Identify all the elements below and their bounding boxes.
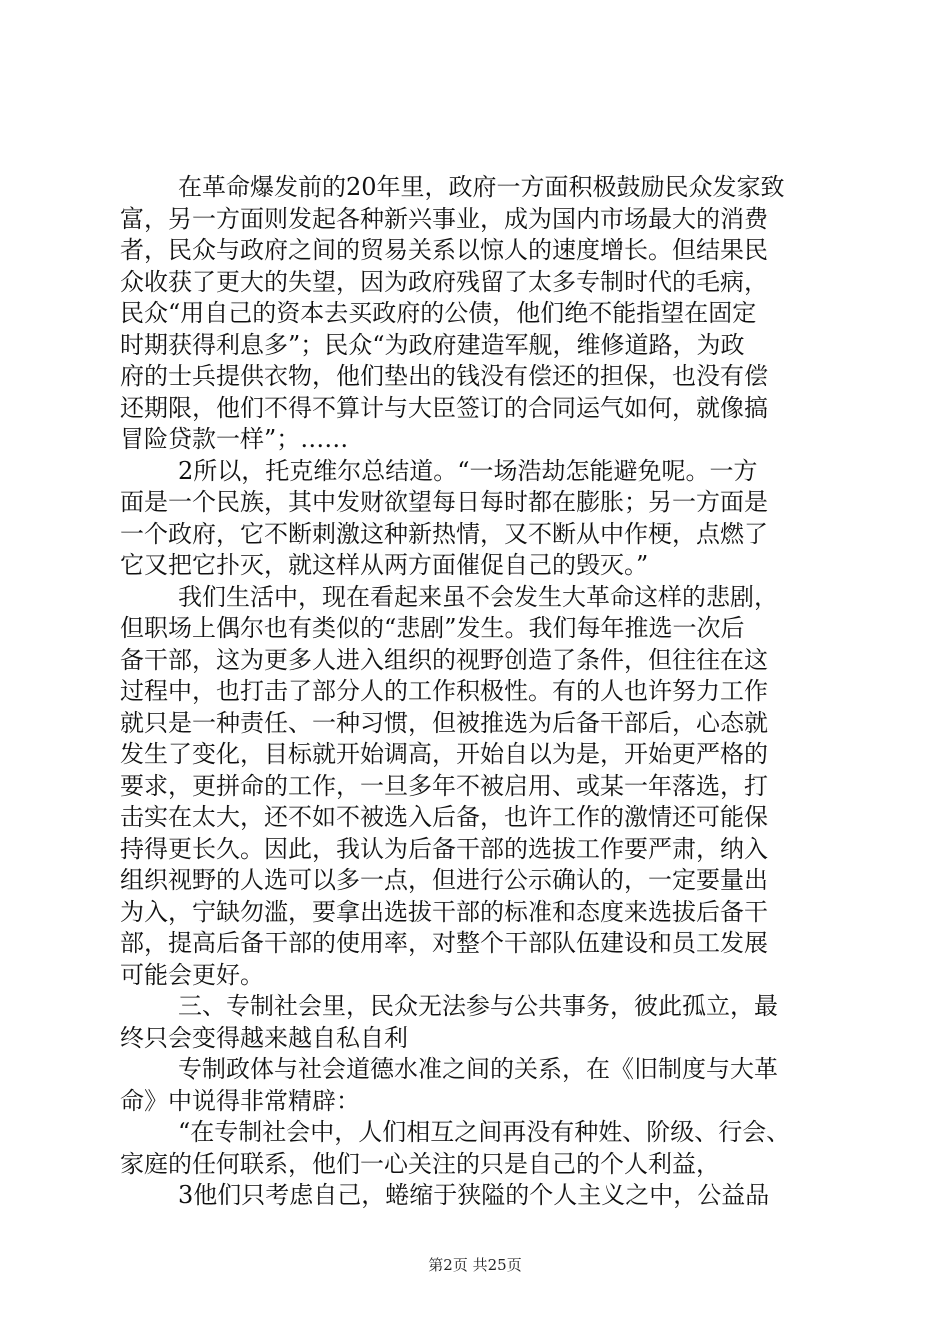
text-line: 击实在太大，还不如不被选入后备，也许工作的激情还可能保 [120,803,768,831]
text-line: 它又把它扑灭，就这样从两方面催促自己的毁灭。” [120,551,649,579]
text-line: 3他们只考虑自己，蜷缩于狭隘的个人主义之中，公益品 [178,1181,770,1209]
text-line: 者，民众与政府之间的贸易关系以惊人的速度增长。但结果民 [120,236,768,264]
text-line: 我们生活中，现在看起来虽不会发生大革命这样的悲剧， [178,582,778,611]
text-line: 终只会变得越来越自私自利 [120,1023,408,1052]
text-line: 还期限，他们不得不算计与大臣签订的合同运气如何，就像搞 [120,393,768,422]
text-line: 部，提高后备干部的使用率，对整个干部队伍建设和员工发展 [120,929,768,957]
text-line: 时期获得利息多”；民众“为政府建造军舰，维修道路，为政 [120,330,745,359]
text-line: 一个政府，它不断刺激这种新热情，又不断从中作梗，点燃了 [120,519,768,548]
text-line: 面是一个民族，其中发财欲望每日每时都在膨胀；另一方面是 [120,488,768,516]
text-line: 家庭的任何联系，他们一心关注的只是自己的个人利益， [120,1149,720,1178]
text-line: 过程中，也打击了部分人的工作积极性。有的人也许努力工作 [120,677,768,705]
text-line: 专制政体与社会道德水准之间的关系，在《旧制度与大革 [178,1055,778,1083]
text-line: “在专制社会中，人们相互之间再没有种姓、阶级、行会、 [178,1118,791,1146]
text-line: 发生了变化，目标就开始调高，开始自以为是，开始更严格的 [120,740,768,768]
text-line: 备干部，这为更多人进入组织的视野创造了条件，但往往在这 [120,645,768,674]
text-line: 为入，宁缺勿滥，要拿出选拔干部的标准和态度来选拔后备干 [120,897,768,926]
text-line: 冒险贷款一样”；…… [120,425,349,453]
text-line: 府的士兵提供衣物，他们垫出的钱没有偿还的担保，也没有偿 [120,362,768,390]
text-line: 民众“用自己的资本去买政府的公债，他们绝不能指望在固定 [120,299,757,327]
page-footer: 第2页 共25页 [428,1256,522,1274]
body-text [120,172,835,1212]
text-line: 在革命爆发前的20年里，政府一方面积极鼓励民众发家致 [178,173,785,201]
text-line: 三、专制社会里，民众无法参与公共事务，彼此孤立，最 [178,992,778,1020]
text-line: 可能会更好。 [120,960,264,989]
text-line: 命》中说得非常精辟： [120,1086,360,1115]
text-line: 持得更长久。因此，我认为后备干部的选拔工作要严肃，纳入 [120,834,768,863]
text-line: 富，另一方面则发起各种新兴事业，成为国内市场最大的消费 [120,204,768,233]
text-line: 要求，更拼命的工作，一旦多年不被启用、或某一年落选，打 [120,771,768,800]
text-line: 组织视野的人选可以多一点，但进行公示确认的，一定要量出 [120,866,768,894]
text-line: 但职场上偶尔也有类似的“悲剧”发生。我们每年推选一次后 [120,614,745,642]
text-line: 众收获了更大的失望，因为政府残留了太多专制时代的毛病， [120,267,768,296]
text-line: 2所以，托克维尔总结道。“一场浩劫怎能避免呢。一方 [178,456,758,485]
text-line: 就只是一种责任、一种习惯，但被推选为后备干部后，心态就 [120,708,768,737]
